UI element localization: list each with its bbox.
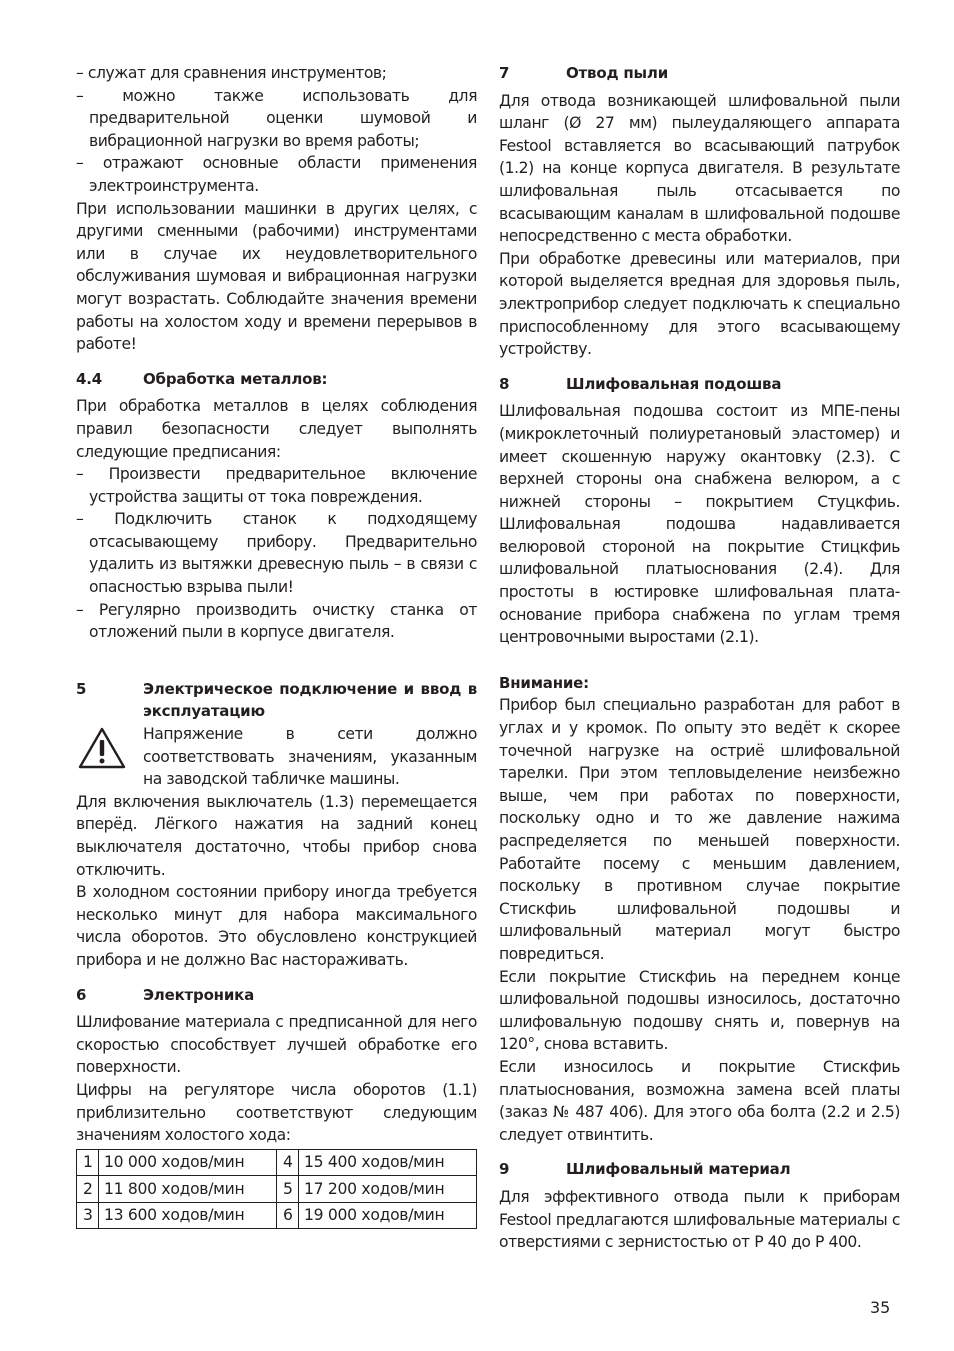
- section-5-paragraph: В холодном состоянии прибору иногда требуется несколько минут для набора максимального числа оборотов. Это обусловлено конструкцией прибора и не должно Вас настораживать.: [76, 883, 477, 969]
- intro-item: – отражают основные области применения электроинструмента.: [76, 154, 477, 195]
- section-7-paragraph: При обработке древесины или материалов, при которой выделяется вредная для здоровья пыль, электроприбор следует подключать к специально приспособленному для этого всасывающему устройству.: [499, 249, 900, 359]
- section-8-heading: [499, 373, 900, 396]
- section-4-4-paragraph: При обработка металлов в целях соблюдения правил безопасности следует выполнять следующие предписания:: [76, 397, 477, 461]
- warning-triangle-icon: [76, 723, 136, 776]
- section-5-paragraph: Для включения выключатель (1.3) перемещается вперёд. Лёгкого нажатия на задний конец выключателя достаточно, чтобы прибор снова отключить.: [76, 792, 477, 879]
- section-number: 4.4: [76, 369, 102, 388]
- section-title: Шлифовальная подошва: [566, 374, 782, 393]
- section-title: Шлифовальный материал: [566, 1160, 791, 1179]
- table-cell: 6: [277, 1202, 299, 1229]
- section-6-heading: [76, 984, 477, 1007]
- section-6-paragraph: Цифры на регуляторе числа оборотов (1.1) приблизительно соответствуют следующим значениям холостого хода:: [76, 1080, 477, 1145]
- attention-paragraph: Если покрытие Стискфиь на переднем конце шлифовальной подошвы износилось, достаточно шлифовальную подошву снять и, повернув на 120°, снова вставить.: [499, 967, 900, 1054]
- attention-title: Внимание:: [499, 673, 589, 692]
- section-7-paragraph: Для отвода возникающей шлифовальной пыли шланг (Ø 27 мм) пылеудаляющего аппарата Festool вставляется во всасывающий патрубок (1.2) на конце корпуса двигателя. В результате шлифовальная пыль отсасывается по всасывающим каналам в шлифовальной подошве непосредственно с места обработки.: [499, 91, 900, 246]
- section-number: 7: [499, 64, 510, 82]
- intro-item: – можно также использовать для предварительной оценки шумовой и вибрационной нагрузки во время работы;: [76, 86, 477, 150]
- section-number: 5: [76, 679, 87, 698]
- section-4-4-item: – Произвести предварительное включение устройства защиты от тока повреждения.: [76, 465, 477, 506]
- table-cell: 17 200 ходов/мин: [299, 1176, 477, 1203]
- section-number: 9: [499, 1160, 510, 1179]
- section-title: Обработка металлов:: [143, 369, 328, 388]
- section-title: Отвод пыли: [566, 64, 669, 82]
- table-cell: 13 600 ходов/мин: [99, 1202, 277, 1229]
- table-row: [77, 1149, 477, 1176]
- table-cell: 3: [77, 1202, 99, 1229]
- section-4-4-item: – Регулярно производить очистку станка от отложений пыли в корпусе двигателя.: [76, 600, 477, 642]
- right-column: [499, 62, 900, 1254]
- warning-block: [76, 723, 477, 791]
- section-title: Электроника: [143, 985, 255, 1004]
- table-cell: 1: [77, 1149, 99, 1176]
- section-number: 8: [499, 374, 510, 393]
- section-title: Электрическое подключение и ввод в эксплуатацию: [143, 679, 477, 721]
- table-cell: 11 800 ходов/мин: [99, 1176, 277, 1203]
- section-4-4-heading: [76, 368, 477, 391]
- section-8-paragraph: Шлифовальная подошва состоит из МПЕ-пены (микроклеточный полиуретановый эластомер) и имеет скошенную наружу окантовку (2.3). С верхней стороны она снабжена велюром, а с нижней стороны – покрытием Стуцкфиь. Шлифовальная подошва надавливается велюровой стороной на покрытие Стицкфиь шлифовальной платыоснования (2.4). Для простоты в юстировке шлифовальная плата-основание прибора снабжена по углам тремя центровочными выростами (2.1).: [499, 402, 900, 647]
- section-7-heading: [499, 62, 900, 85]
- section-number: 6: [76, 985, 87, 1004]
- speed-table: [76, 1149, 477, 1230]
- left-column: [76, 62, 477, 1229]
- table-cell: 5: [277, 1176, 299, 1203]
- section-9-paragraph: Для эффективного отвода пыли к приборам Festool предлагаются шлифовальные материалы с отверстиями с зернистостью от Р 40 до Р 400.: [499, 1187, 900, 1252]
- table-row: [77, 1176, 477, 1203]
- attention-paragraph: Если износилось и покрытие Стискфиь платыоснования, возможна замена всей платы (заказ № 487 406). Для этого оба болта (2.2 и 2.5) следует отвинтить.: [499, 1057, 900, 1144]
- intro-item: – служат для сравнения инструментов;: [76, 64, 387, 82]
- table-cell: 19 000 ходов/мин: [299, 1202, 477, 1229]
- table-row: [77, 1202, 477, 1229]
- section-6-paragraph: Шлифование материала с предписанной для него скоростью способствует лучшей обработке его поверхности.: [76, 1013, 477, 1077]
- section-5-heading: [76, 678, 477, 723]
- intro-paragraph: При использовании машинки в других целях, с другими сменными (рабочими) инструментами или в случае их неудовлетворительного обслуживания шумовая и вибрационная нагрузки могут возрастать. Соблюдайте значения времени работы на холостом ходу и времени перерывов в работе!: [76, 199, 477, 354]
- attention-paragraph: Прибор был специально разработан для работ в углах и у кромок. По опыту это ведёт к скорее точечной нагрузке на остриё шлифовальной тарелки. При этом тепловыделение неизбежно выше, чем при работах по поверхности, поскольку одно и то же давление нажима распределяется по меньшей поверхности. Работайте посему с меньшим давлением, поскольку в противном случае покрытие Стискфиь шлифовальной подошвы и шлифовальный материал могут быстро повредиться.: [499, 696, 900, 963]
- attention-heading: [499, 672, 900, 695]
- table-cell: 4: [277, 1149, 299, 1176]
- table-cell: 10 000 ходов/мин: [99, 1149, 277, 1176]
- table-cell: 2: [77, 1176, 99, 1203]
- page-number: 35: [870, 1298, 891, 1317]
- table-cell: 15 400 ходов/мин: [299, 1149, 477, 1176]
- section-4-4-item: – Подключить станок к подходящему отсасывающему прибору. Предварительно удалить из вытяжки древесную пыль – в связи с опасностью взрыва пыли!: [76, 510, 477, 597]
- section-9-heading: [499, 1158, 900, 1181]
- warning-text: Напряжение в сети должно соответствовать значениям, указанным на заводской табличке машины.: [143, 725, 477, 789]
